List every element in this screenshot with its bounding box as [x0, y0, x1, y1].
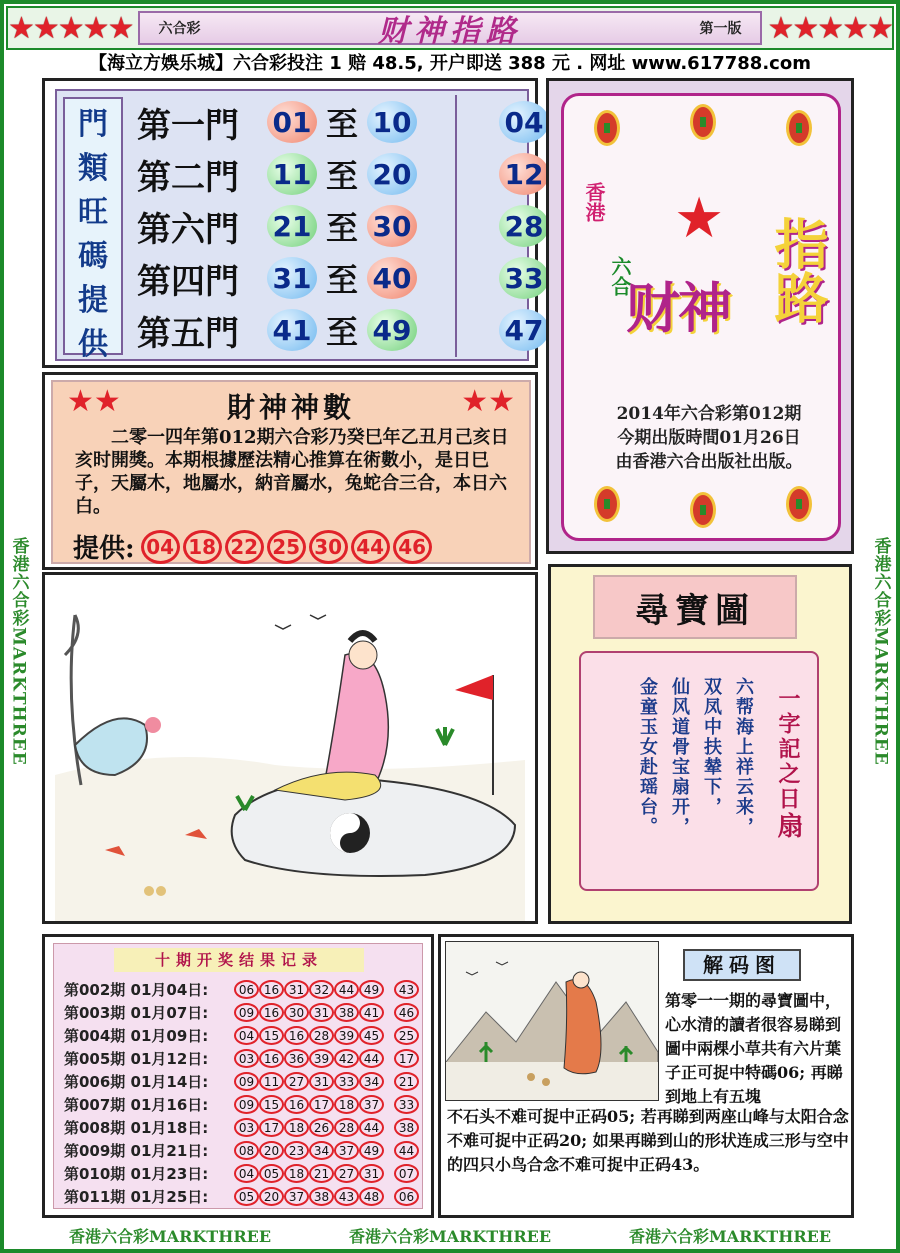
door-row	[137, 99, 549, 145]
stars-left: ★★	[67, 384, 121, 419]
bare-tree	[65, 615, 81, 785]
door-label: 第五門	[137, 313, 239, 354]
record-number: 04	[234, 1164, 259, 1183]
record-number: 16	[259, 980, 284, 999]
category-label: 六合彩	[158, 21, 201, 37]
record-number: 31	[284, 980, 309, 999]
record-period: 第006期 01月14日:	[64, 1073, 209, 1091]
record-special: 17	[394, 1049, 419, 1068]
vlabel-char: 碼	[78, 239, 108, 274]
door-row	[137, 151, 549, 197]
doors-vertical-label	[63, 97, 123, 362]
number-ball: 11	[267, 153, 317, 195]
record-number: 15	[259, 1026, 284, 1045]
vlabel-char: 旺	[78, 195, 108, 230]
side-band-left	[4, 80, 34, 1223]
record-number: 42	[334, 1049, 359, 1068]
number-circle: 30	[309, 530, 348, 564]
decode-text-1: 第零一一期的尋寶圖中，心水清的讀者很容易睇到圖中兩棵小草共有六片葉子正可捉中特碼06; 再睇到地上有五塊	[665, 991, 843, 1106]
record-number: 18	[284, 1118, 309, 1137]
number-ball: 40	[367, 257, 417, 299]
record-number: 38	[334, 1003, 359, 1022]
stars-right: ★★★★★	[767, 10, 892, 46]
record-number: 17	[309, 1095, 334, 1114]
stars-right: ★★	[461, 384, 515, 419]
masthead-band	[6, 6, 894, 50]
record-period: 第009期 01月21日:	[64, 1142, 209, 1160]
record-row	[64, 1001, 419, 1024]
bird-icon	[275, 615, 326, 629]
record-row	[64, 1116, 419, 1139]
record-row	[64, 1185, 419, 1208]
record-number: 16	[284, 1026, 309, 1045]
poster-big-zhilu: 指路	[766, 216, 830, 324]
record-number: 37	[284, 1187, 309, 1206]
records-panel	[42, 934, 434, 1218]
record-row	[64, 1070, 419, 1093]
maiden-figure	[325, 653, 388, 789]
to-label: 至	[325, 105, 358, 143]
record-row	[64, 1162, 419, 1185]
vlabel-char: 供	[78, 327, 108, 362]
number-ball: 49	[367, 309, 417, 351]
record-number: 28	[309, 1026, 334, 1045]
to-label: 至	[325, 313, 358, 351]
record-number: 41	[359, 1003, 384, 1022]
clue-answer: 扇	[773, 812, 803, 841]
door-label: 第二門	[137, 157, 239, 198]
record-number: 34	[309, 1141, 334, 1160]
record-number: 30	[284, 1003, 309, 1022]
doors-panel	[42, 78, 544, 368]
pick-ball: 47	[499, 309, 549, 351]
bird-icon	[466, 962, 508, 975]
decode-panel	[438, 934, 854, 1218]
record-number: 09	[234, 1072, 259, 1091]
poster-issue: 2014年六合彩第012期	[616, 404, 802, 424]
coin-icon	[594, 110, 620, 146]
number-circle: 04	[141, 530, 180, 564]
record-number: 18	[334, 1095, 359, 1114]
record-number: 16	[284, 1095, 309, 1114]
number-ball: 21	[267, 205, 317, 247]
record-number: 11	[259, 1072, 284, 1091]
number-circle: 46	[393, 530, 432, 564]
record-number: 32	[309, 980, 334, 999]
record-period: 第008期 01月18日:	[64, 1119, 209, 1137]
poem-clue	[770, 687, 807, 841]
record-number: 18	[284, 1164, 309, 1183]
record-number: 37	[359, 1095, 384, 1114]
provide-label: 提供:	[73, 534, 135, 564]
pick-ball: 28	[499, 205, 549, 247]
number-ball: 20	[367, 153, 417, 195]
record-number: 31	[309, 1003, 334, 1022]
shenshu-panel	[42, 372, 538, 570]
poster-date: 今期出版時間01月26日	[617, 428, 801, 448]
number-ball: 01	[267, 101, 317, 143]
coin-icon	[594, 486, 620, 522]
record-period: 第005期 01月12日:	[64, 1050, 209, 1068]
figure-icon	[564, 980, 601, 1074]
record-number: 49	[359, 980, 384, 999]
number-circle: 22	[225, 530, 264, 564]
record-number: 31	[359, 1164, 384, 1183]
door-label: 第四門	[137, 261, 239, 302]
record-number: 23	[284, 1141, 309, 1160]
decode-text-2: 不石头不难可捉中正码05; 若再睇到两座山峰与太阳合念不难可捉中正码20; 如果再睇到山的形状连成三形与空中的四只小鸟合念不难可捉中正码43。	[447, 1107, 849, 1174]
bottom-text: 香港六合彩MARKTHREE	[628, 1226, 832, 1246]
record-number: 05	[234, 1187, 259, 1206]
decode-title: 解码图	[683, 949, 801, 981]
record-special: 46	[394, 1003, 419, 1022]
decode-svg	[446, 942, 658, 1100]
pick-ball: 33	[499, 257, 549, 299]
record-number: 31	[309, 1072, 334, 1091]
record-period: 第011期 01月25日:	[64, 1188, 209, 1206]
pick-ball: 12	[499, 153, 549, 195]
poem-line: 六帮海上祥云来，	[733, 677, 754, 837]
vlabel-char: 類	[78, 151, 108, 186]
record-row	[64, 1024, 419, 1047]
door-row	[137, 255, 549, 301]
record-number: 48	[359, 1187, 384, 1206]
record-number: 09	[234, 1095, 259, 1114]
record-number: 03	[234, 1118, 259, 1137]
record-number: 28	[334, 1118, 359, 1137]
masthead	[138, 11, 761, 49]
coin-icon	[690, 492, 716, 528]
record-number: 06	[234, 980, 259, 999]
record-special: 44	[394, 1141, 419, 1160]
number-ball: 30	[367, 205, 417, 247]
record-special: 38	[394, 1118, 419, 1137]
paper-title: 财神指路	[378, 14, 522, 49]
door-row	[137, 203, 549, 249]
record-number: 16	[259, 1003, 284, 1022]
flag-icon	[455, 675, 493, 700]
coin-icon	[690, 104, 716, 140]
record-number: 15	[259, 1095, 284, 1114]
red-star-icon: ★	[674, 186, 725, 251]
door-row	[137, 307, 549, 353]
record-number: 04	[234, 1026, 259, 1045]
shenshu-title: 財神神數	[226, 391, 355, 424]
record-number: 21	[309, 1164, 334, 1183]
number-circle: 18	[183, 530, 222, 564]
poem-scroll	[579, 651, 819, 891]
edition-label: 第一版	[699, 21, 742, 37]
poster-brand-hk: 香港	[582, 182, 606, 222]
number-circle: 44	[351, 530, 390, 564]
poem-line: 金童玉女赴瑶台。	[637, 677, 658, 837]
record-number: 43	[334, 1187, 359, 1206]
bottom-band	[30, 1223, 870, 1247]
to-label: 至	[325, 209, 358, 247]
record-number: 49	[359, 1141, 384, 1160]
record-row	[64, 1047, 419, 1070]
record-number: 39	[309, 1049, 334, 1068]
record-period: 第004期 01月09日:	[64, 1027, 209, 1045]
record-special: 43	[394, 980, 419, 999]
poster-publisher: 由香港六合出版社出版。	[615, 452, 803, 472]
number-ball: 10	[367, 101, 417, 143]
stars-left: ★★★★★	[8, 10, 133, 46]
side-text: 香港六合彩MARKTHREE	[870, 537, 891, 766]
record-number: 09	[234, 1003, 259, 1022]
shenshu-body: 二零一四年第012期六合彩乃癸巳年乙丑月己亥日亥时開獎。本期根據歷法精心推算在術數小，是日巳子，天屬木，地屬水，納音屬水，兔蛇合三合，本日六白。	[75, 427, 509, 517]
number-ball: 31	[267, 257, 317, 299]
record-number: 20	[259, 1187, 284, 1206]
records-title: 十期开奖结果记录	[114, 948, 364, 972]
record-number: 27	[284, 1072, 309, 1091]
record-period: 第010期 01月23日:	[64, 1165, 209, 1183]
side-band-right	[866, 80, 896, 1223]
record-number: 33	[334, 1072, 359, 1091]
record-number: 05	[259, 1164, 284, 1183]
record-special: 21	[394, 1072, 419, 1091]
treasure-title: 尋寶圖	[593, 575, 797, 639]
poem-line: 仙风道骨宝扇开，	[669, 677, 690, 837]
treasure-illustration	[42, 572, 538, 924]
bottom-text: 香港六合彩MARKTHREE	[348, 1226, 552, 1246]
pick-ball: 04	[499, 101, 549, 143]
decode-illustration	[445, 941, 659, 1101]
record-number: 17	[259, 1118, 284, 1137]
record-number: 27	[334, 1164, 359, 1183]
record-period: 第002期 01月04日:	[64, 981, 209, 999]
grass-icon	[437, 727, 453, 745]
record-number: 08	[234, 1141, 259, 1160]
number-ball: 41	[267, 309, 317, 351]
record-row	[64, 1139, 419, 1162]
record-special: 07	[394, 1164, 419, 1183]
record-number: 34	[359, 1072, 384, 1091]
door-label: 第六門	[137, 209, 239, 250]
record-row	[64, 978, 419, 1001]
poster-big-caishen: 财神	[626, 276, 730, 340]
vlabel-char: 提	[78, 283, 108, 318]
flower-icon	[145, 717, 161, 733]
illustration-svg	[45, 575, 535, 921]
coin-icon	[786, 110, 812, 146]
poster-panel	[546, 78, 854, 554]
vlabel-char: 門	[78, 107, 108, 142]
poster-brand-lhc: 六合	[608, 256, 632, 296]
door-label: 第一門	[137, 105, 239, 146]
record-number: 36	[284, 1049, 309, 1068]
record-number: 44	[359, 1118, 384, 1137]
record-period: 第003期 01月07日:	[64, 1004, 209, 1022]
record-number: 44	[334, 980, 359, 999]
poster-inner	[561, 93, 841, 541]
bottom-text: 香港六合彩MARKTHREE	[68, 1226, 272, 1246]
side-text: 香港六合彩MARKTHREE	[8, 537, 29, 766]
record-number: 44	[359, 1049, 384, 1068]
shenshu-numbers	[73, 528, 435, 565]
record-special: 06	[394, 1187, 419, 1206]
coin-icon	[786, 486, 812, 522]
record-number: 39	[334, 1026, 359, 1045]
record-period: 第007期 01月16日:	[64, 1096, 209, 1114]
to-label: 至	[325, 157, 358, 195]
records-inner	[53, 943, 423, 1209]
record-special: 33	[394, 1095, 419, 1114]
record-number: 38	[309, 1187, 334, 1206]
to-label: 至	[325, 261, 358, 299]
record-number: 16	[259, 1049, 284, 1068]
record-number: 26	[309, 1118, 334, 1137]
record-row	[64, 1093, 419, 1116]
record-number: 37	[334, 1141, 359, 1160]
record-number: 20	[259, 1141, 284, 1160]
ad-banner[interactable]: 【海立方娛乐城】六合彩投注 1 赔 48.5, 开户即送 388 元 . 网址 www.617788.com	[89, 53, 811, 74]
number-circle: 25	[267, 530, 306, 564]
record-special: 25	[394, 1026, 419, 1045]
record-number: 03	[234, 1049, 259, 1068]
poem-line: 双凤中扶辇下，	[701, 677, 722, 817]
record-number: 45	[359, 1026, 384, 1045]
shenshu-inner	[51, 380, 531, 564]
clue-text: 一字記之日	[775, 687, 801, 812]
treasure-panel	[548, 564, 852, 924]
doors-inner	[55, 89, 544, 362]
